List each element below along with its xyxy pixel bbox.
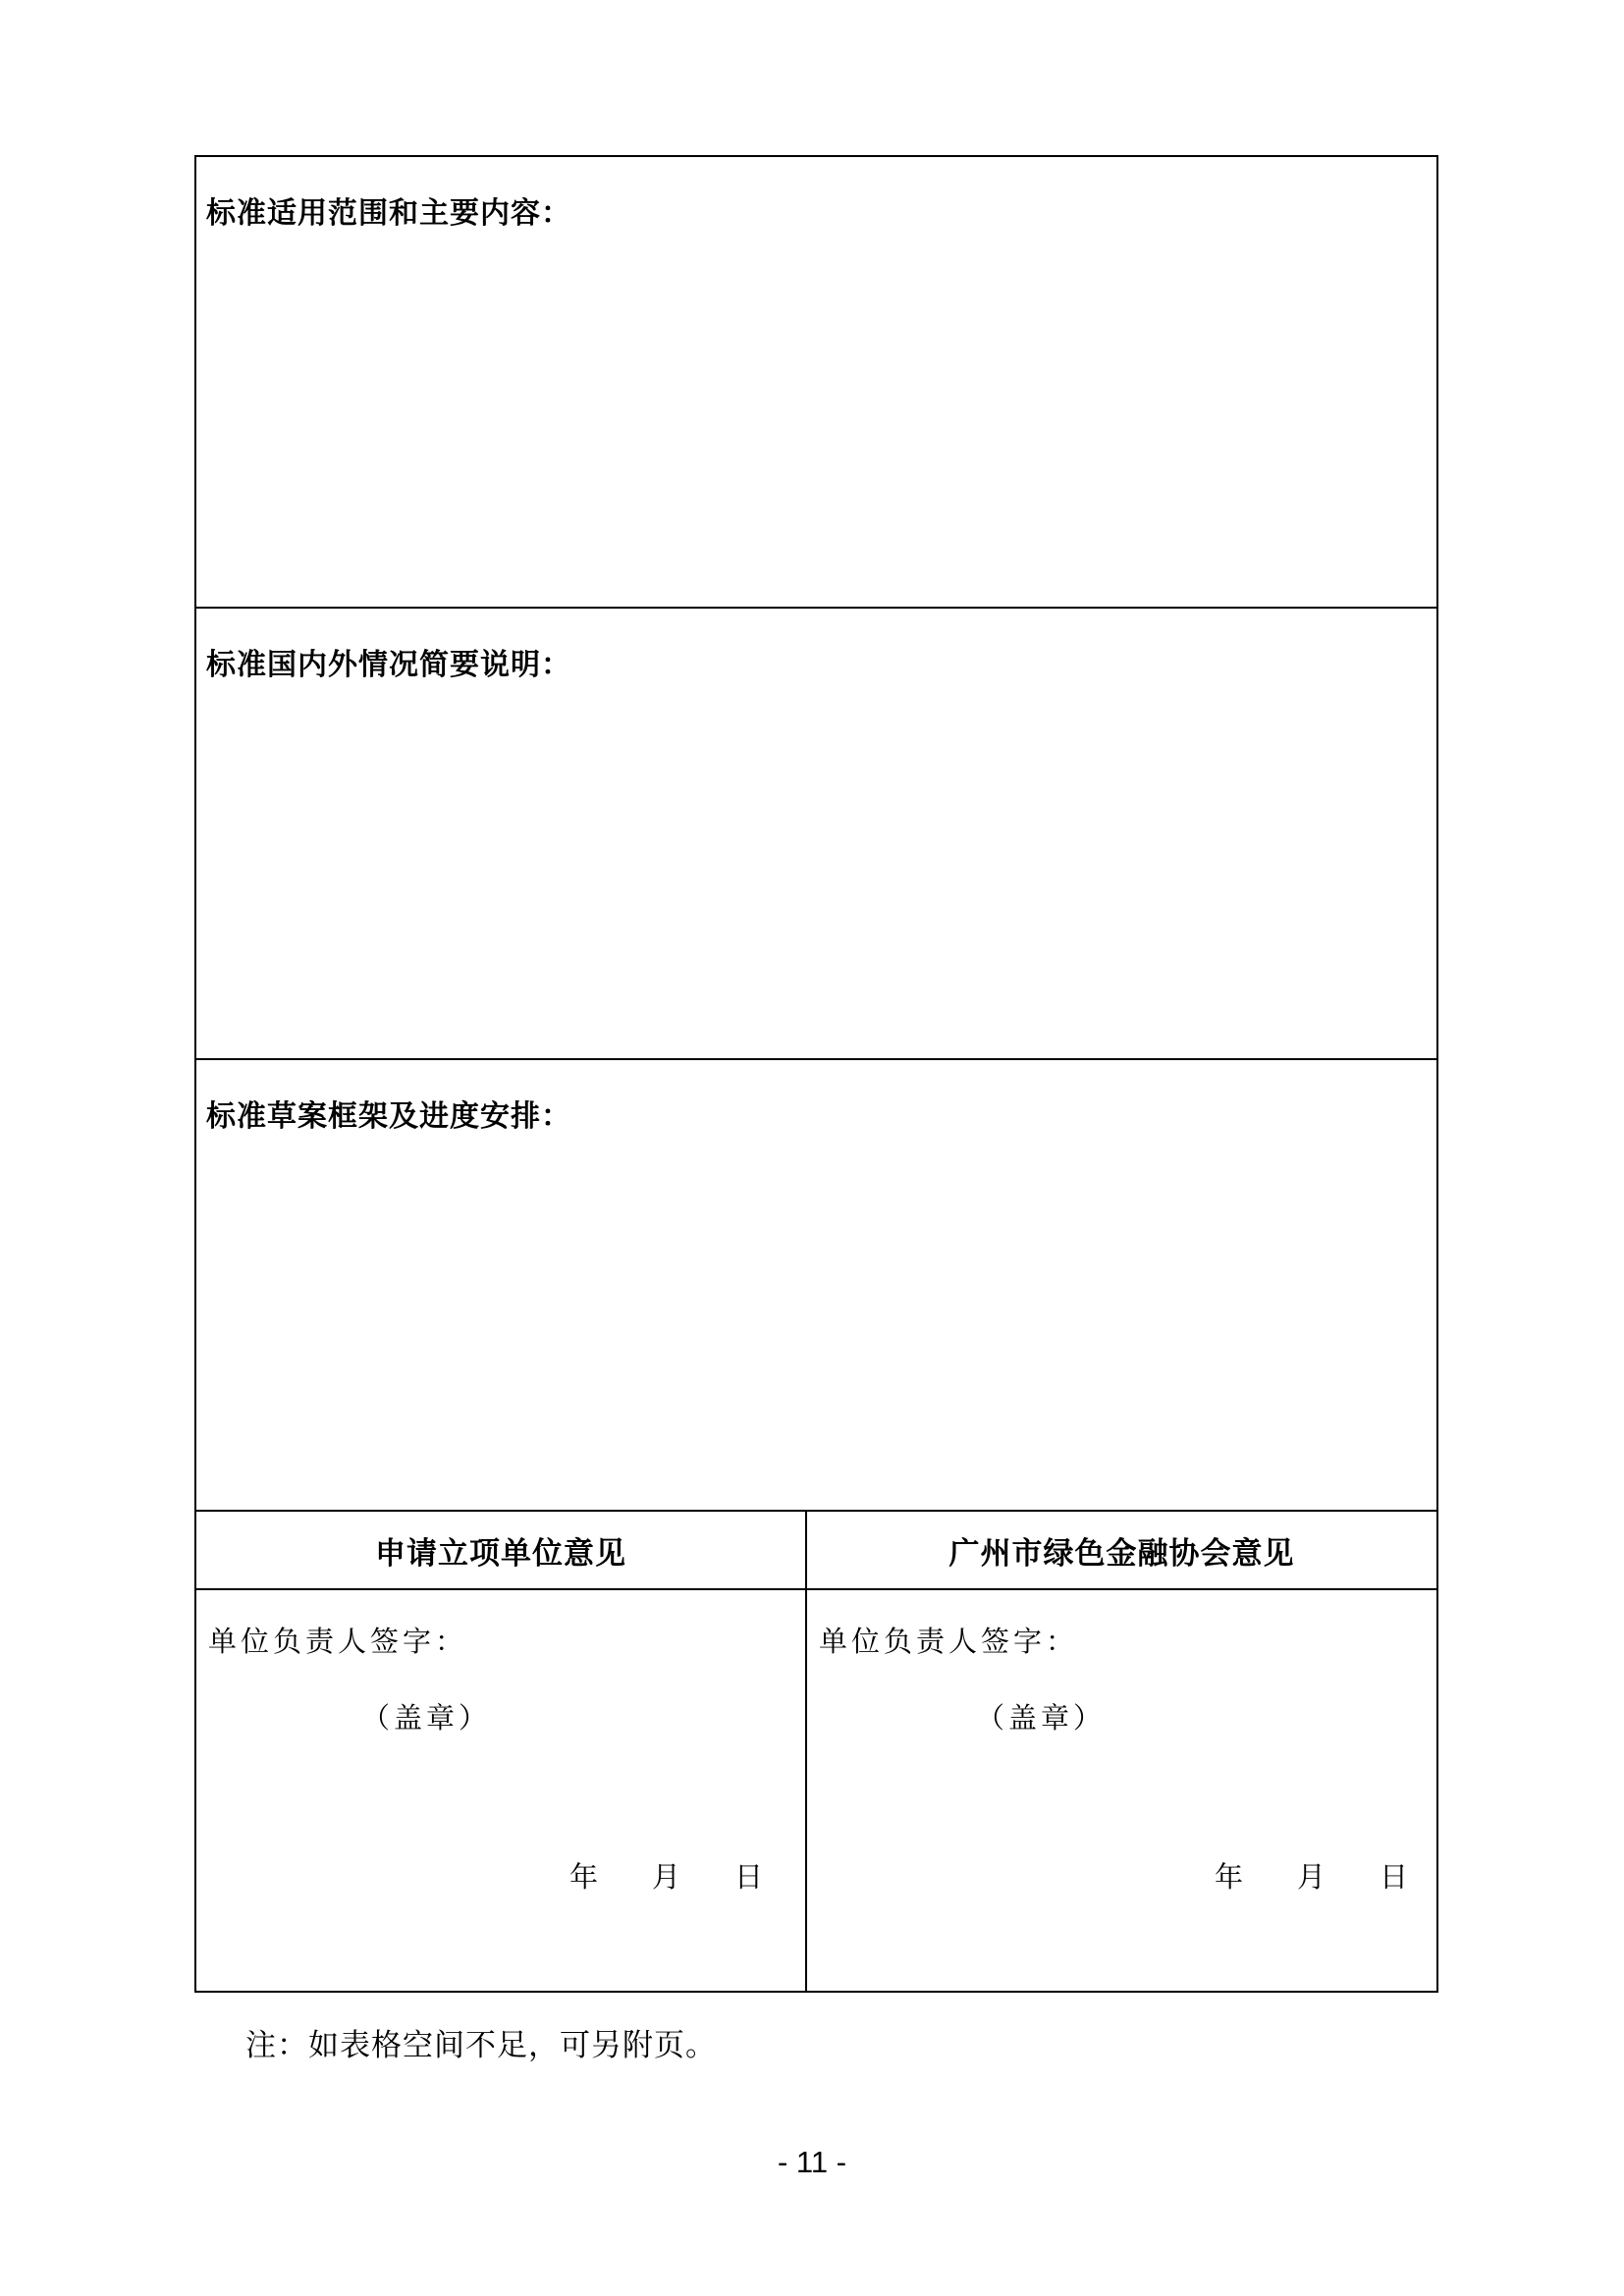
- application-form-table: [194, 155, 1438, 1993]
- association-seal-label: （盖章）: [976, 1701, 1107, 1735]
- overview-label: 标准国内外情况简要说明：: [206, 648, 571, 682]
- scope-section[interactable]: [195, 156, 1437, 608]
- applicant-day-label: 日: [734, 1860, 764, 1894]
- association-opinion-header: 广州市绿色金融协会意见: [806, 1511, 1437, 1589]
- association-signer-label: 单位负责人签字：: [819, 1625, 1079, 1658]
- scope-label: 标准适用范围和主要内容：: [206, 196, 571, 231]
- applicant-year-label: 年: [569, 1860, 599, 1894]
- association-year-label: 年: [1215, 1860, 1244, 1894]
- applicant-seal-label: （盖章）: [361, 1701, 492, 1735]
- applicant-month-label: 月: [652, 1860, 681, 1894]
- page-number: - 11 -: [777, 2145, 847, 2179]
- association-day-label: 日: [1380, 1860, 1409, 1894]
- association-month-label: 月: [1297, 1860, 1326, 1894]
- applicant-opinion-header: 申请立项单位意见: [195, 1511, 806, 1589]
- plan-section[interactable]: [195, 1059, 1437, 1511]
- footnote: 注：如表格空间不足，可另附页。: [245, 2028, 717, 2063]
- overview-section[interactable]: [195, 608, 1437, 1059]
- applicant-opinion-cell[interactable]: [195, 1589, 806, 1992]
- association-opinion-cell[interactable]: [806, 1589, 1437, 1992]
- applicant-signer-label: 单位负责人签字：: [208, 1625, 468, 1658]
- plan-label: 标准草案框架及进度安排：: [206, 1099, 571, 1134]
